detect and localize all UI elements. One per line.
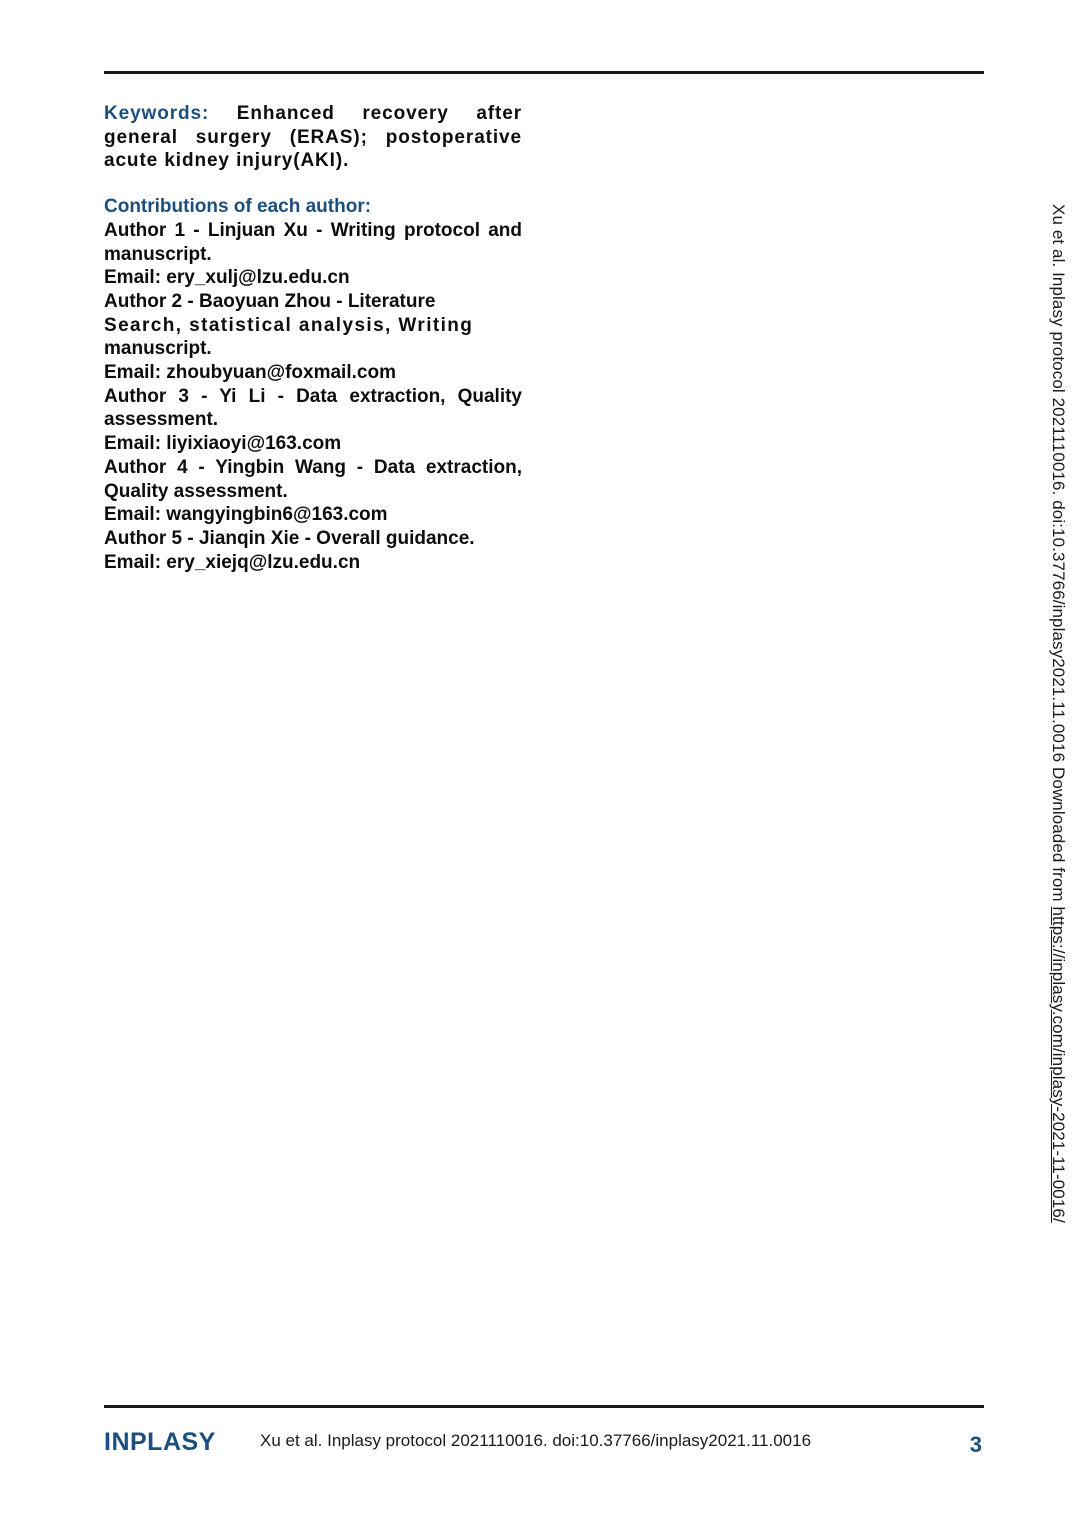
- footer-brand-logo: INPLASY: [104, 1428, 216, 1456]
- side-download-note: [1048, 204, 1068, 1223]
- contribution-line: Email: ery_xiejq@lzu.edu.cn: [104, 551, 361, 573]
- contribution-line: Author 5 - Jianqin Xie - Overall guidance.: [104, 527, 475, 549]
- contributions-title: Contributions of each author:: [104, 196, 372, 218]
- keywords-text: Enhanced recovery after general surgery (ERAS); postoperative acute kidney injury(AKI).: [104, 103, 523, 172]
- contribution-line: Email: zhoubyuan@foxmail.com: [104, 362, 396, 384]
- contribution-line: Author 4 - Yingbin Wang - Data extraction, Quality assessment.: [104, 456, 522, 502]
- contribution-line: Email: ery_xulj@lzu.edu.cn: [104, 267, 350, 289]
- contribution-line: Author 1 - Linjuan Xu - Writing protocol and manuscript.: [104, 219, 522, 265]
- side-note-url-link[interactable]: https://inplasy.com/inplasy-2021-11-0016/: [1049, 906, 1068, 1223]
- keywords-label: Keywords:: [104, 103, 210, 124]
- keywords-paragraph: [104, 102, 522, 173]
- left-column: [104, 102, 522, 574]
- contribution-line: Email: liyixiaoyi@163.com: [104, 433, 342, 455]
- page-number: 3: [969, 1432, 982, 1457]
- contribution-line: manuscript.: [104, 338, 212, 360]
- contribution-line: Author 2 - Baoyuan Zhou - Literature: [104, 290, 436, 312]
- top-rule: [104, 71, 984, 74]
- contribution-line: Email: wangyingbin6@163.com: [104, 504, 388, 526]
- contribution-line: Author 3 - Yi Li - Data extraction, Quality assessment.: [104, 385, 522, 431]
- contribution-line: Search, statistical analysis, Writing: [104, 314, 474, 336]
- side-note-text: Xu et al. Inplasy protocol 2021110016. doi:10.37766/inplasy2021.11.0016 Downloaded from: [1049, 204, 1068, 907]
- bottom-rule: [104, 1405, 984, 1408]
- footer-citation: Xu et al. Inplasy protocol 2021110016. doi:10.37766/inplasy2021.11.0016: [260, 1431, 812, 1450]
